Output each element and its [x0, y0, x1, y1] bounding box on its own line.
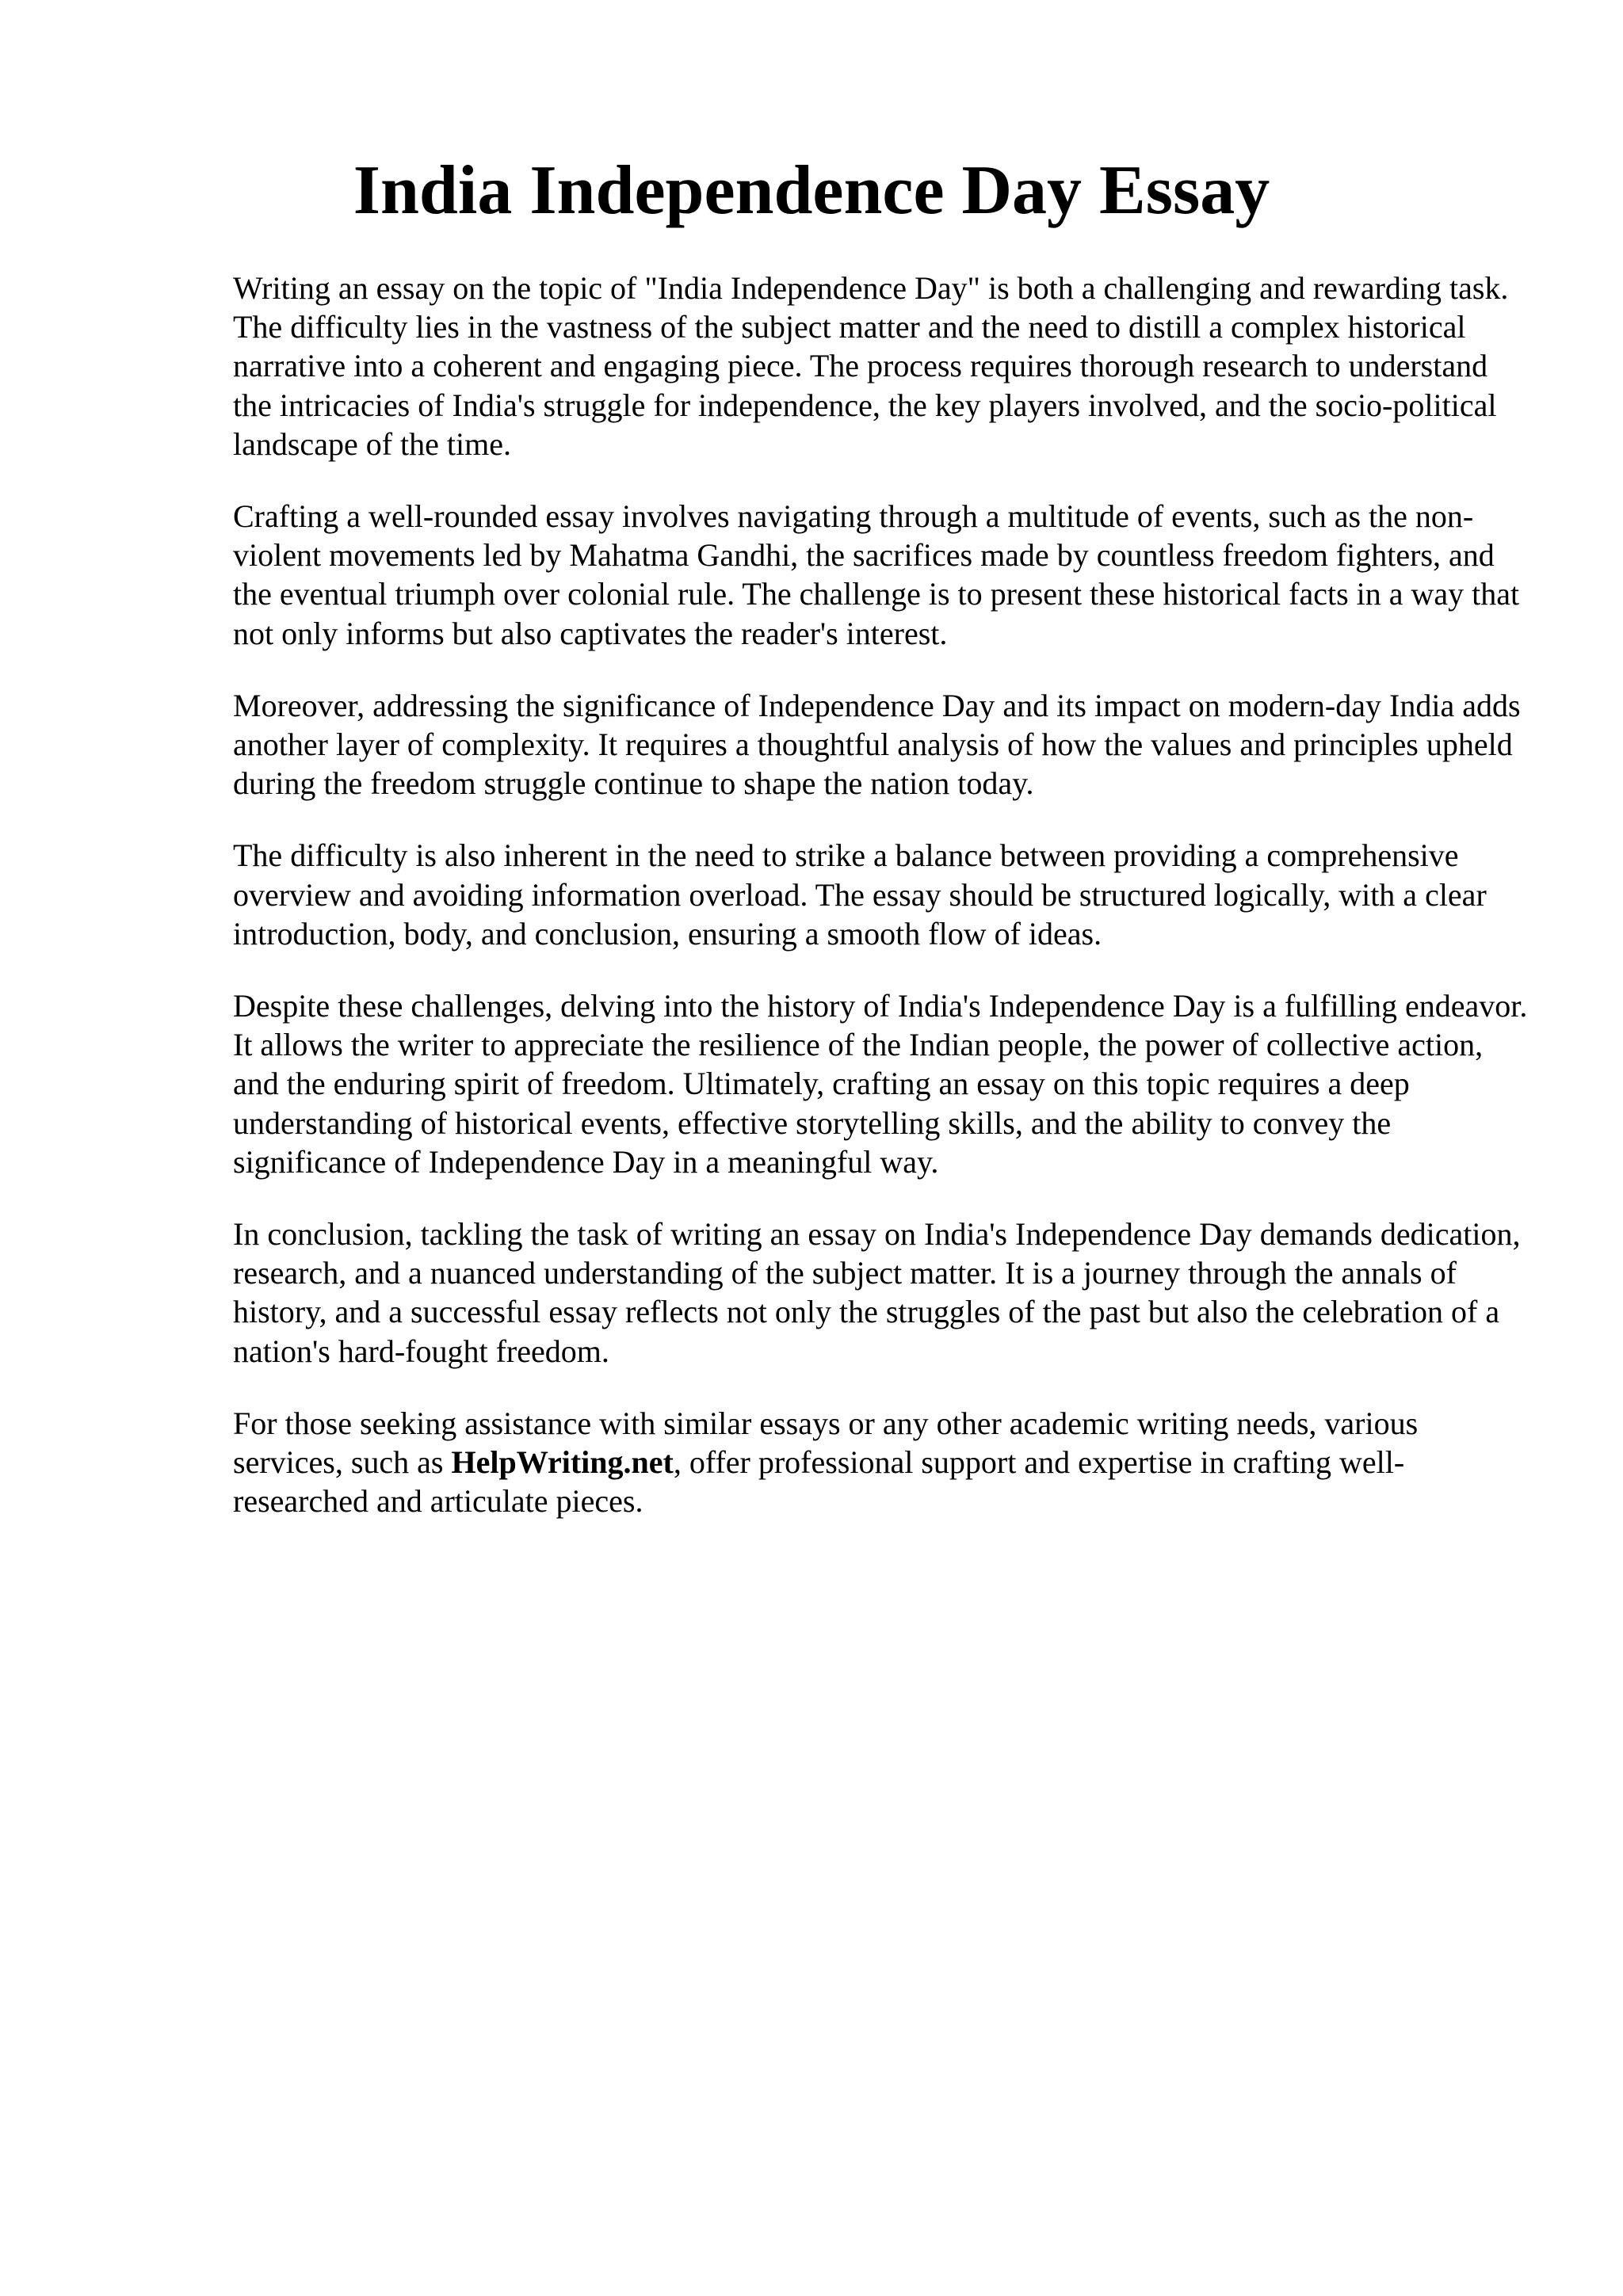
paragraph-6: In conclusion, tackling the task of writing an essay on India's Independence Day demands dedication, research, and a nuanced understanding of the subject matter. It is a journey through the annals of history, and a successful essay reflects not only the struggles of the past but also the celebration of a nation's hard-fought freedom.: [233, 1216, 1521, 1369]
page-title: India Independence Day Essay: [353, 152, 1270, 229]
brand-name: HelpWriting.net: [451, 1444, 674, 1481]
closing-paragraph: [233, 1404, 1533, 1521]
paragraph-5: Despite these challenges, delving into the history of India's Independence Day is a fulfilling endeavor. It allows the writer to appreciate the resilience of the Indian people, the power of collective action, and the enduring spirit of freedom. Ultimately, crafting an essay on this topic requires a deep understanding of historical events, effective storytelling skills, and the ability to convey the significance of Independence Day in a meaningful way.: [233, 988, 1528, 1180]
paragraph-3: Moreover, addressing the significance of Independence Day and its impact on modern-day India adds another layer of complexity. It requires a thoughtful analysis of how the values and principles upheld during the freedom struggle continue to shape the nation today.: [233, 687, 1521, 802]
closing-text-after: , offer professional support and expertise in crafting well-researched and articulate pieces.: [233, 1444, 1405, 1520]
paragraph-2: Crafting a well-rounded essay involves navigating through a multitude of events, such as the non-violent movements led by Mahatma Gandhi, the sacrifices made by countless freedom fighters, and the eventual triumph over colonial rule. The challenge is to present these historical facts in a way that not only informs but also captivates the reader's interest.: [233, 498, 1520, 651]
paragraph-4: The difficulty is also inherent in the need to strike a balance between providing a comprehensive overview and avoiding information overload. The essay should be structured logically, with a clear introduction, body, and conclusion, ensuring a smooth flow of ideas.: [233, 837, 1487, 952]
essay-body: [233, 269, 1533, 1554]
paragraph-1: Writing an essay on the topic of "India Independence Day" is both a challenging and rewarding task. The difficulty lies in the vastness of the subject matter and the need to distill a complex historical narrative into a coherent and engaging piece. The process requires thorough research to understand the intricacies of India's struggle for independence, the key players involved, and the socio-political landscape of the time.: [233, 270, 1509, 462]
closing-text-before: For those seeking assistance with similar essays or any other academic writing needs, various services, such as: [233, 1405, 1419, 1481]
